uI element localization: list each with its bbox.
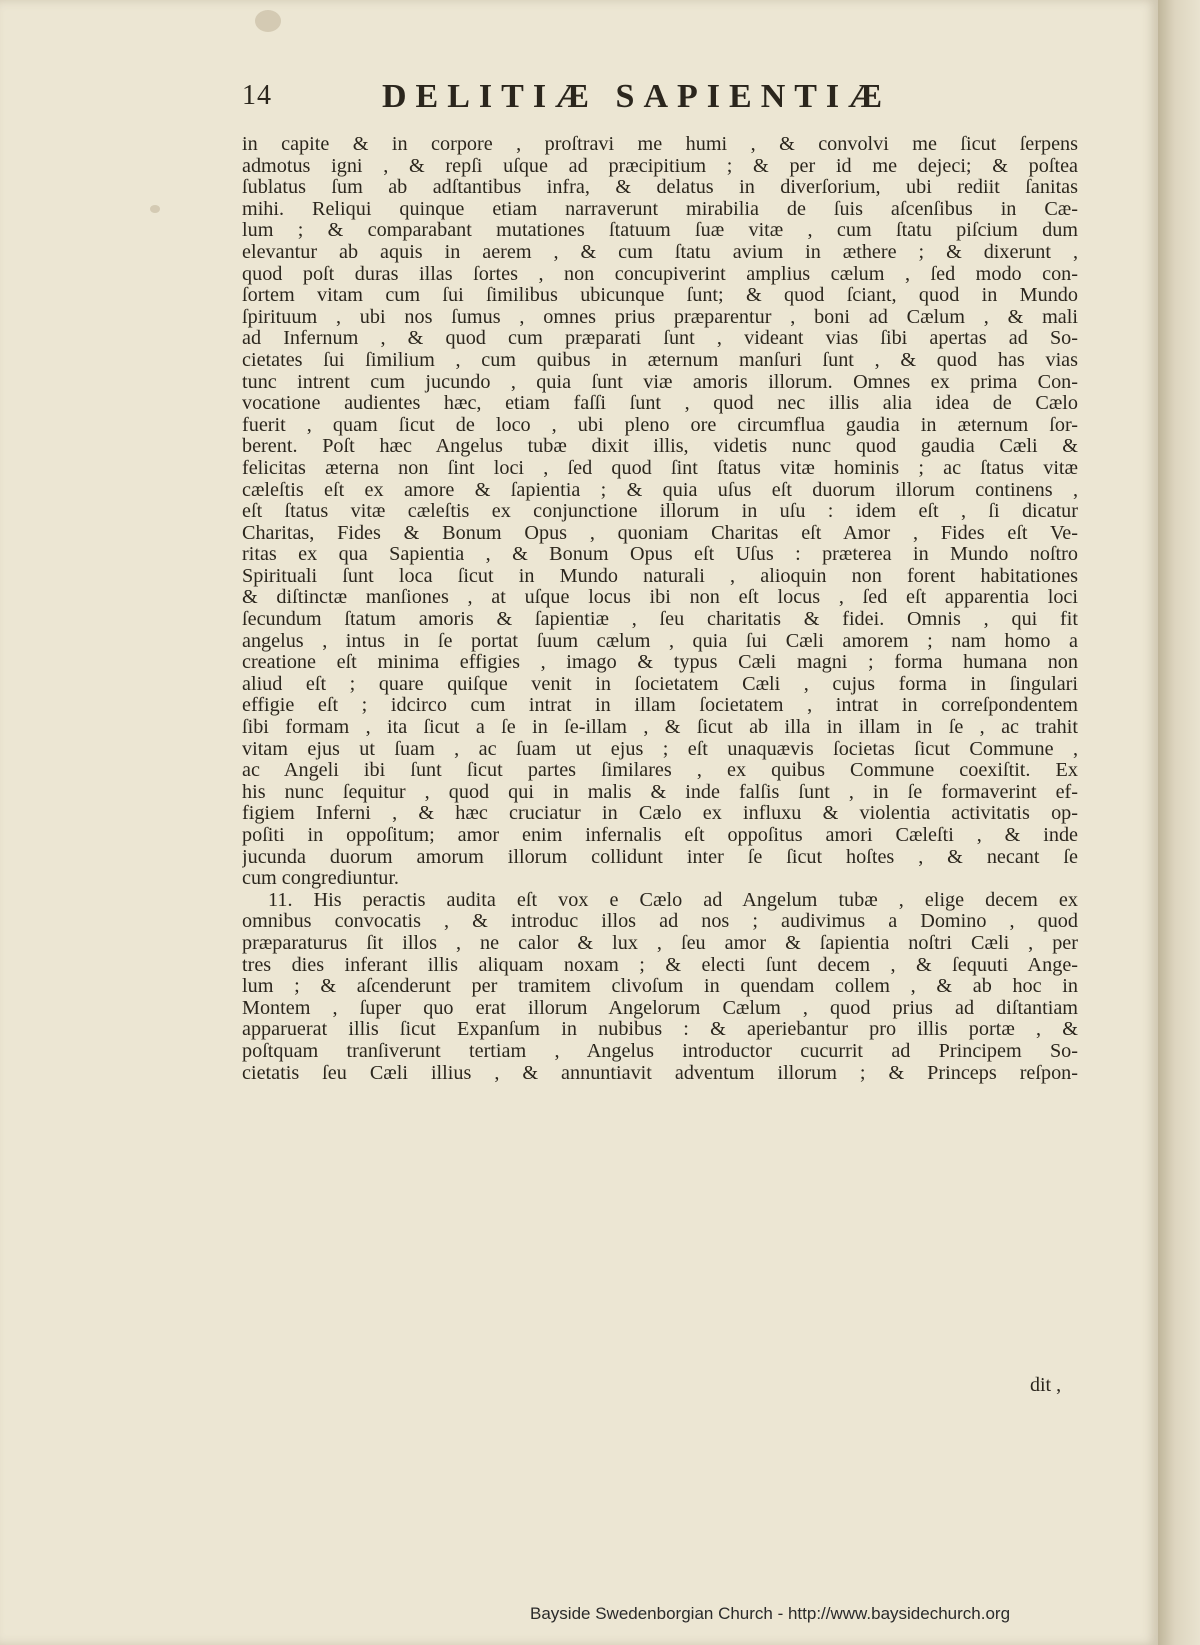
watermark: Bayside Swedenborgian Church - http://www.baysidechurch.org xyxy=(530,1604,1011,1623)
text-line: in capite & in corpore , proſtravi me humi , & convolvi me ſicut ſerpens xyxy=(242,134,1078,155)
text-line: Charitas, Fides & Bonum Opus , quoniam Charitas eſt Amor , Fides eſt Ve- xyxy=(242,522,1078,544)
text-line: felicitas æterna non ſint loci , ſed quod ſint ſtatus vitæ hominis ; ac ſtatus vitæ xyxy=(242,457,1078,479)
text-line: fuerit , quam ſicut de loco , ubi pleno ore circumflua gaudia in æternum ſor- xyxy=(242,414,1078,436)
text-line: cæleſtis eſt ex amore & ſapientia ; & quia uſus eſt duorum illorum continens , xyxy=(242,479,1078,501)
text-line: & diſtinctæ manſiones , at uſque locus ibi non eſt locus , ſed eſt apparentia loci xyxy=(242,587,1078,609)
page-header xyxy=(242,78,1072,118)
text-line: Spirituali ſunt loca ſicut in Mundo naturali , alioquin non forent habitationes xyxy=(242,565,1078,587)
text-line: jucunda duorum amorum illorum collidunt inter ſe ſicut hoſtes , & necant ſe xyxy=(242,846,1078,868)
text-line: creatione eſt minima effigies , imago & typus Cæli magni ; forma humana non xyxy=(242,652,1078,674)
text-line: ſortem vitam cum ſui ſimilibus ubicunque ſunt; & quod ſciant, quod in Mundo xyxy=(242,285,1078,307)
text-line: lum ; & comparabant mutationes ſtatuum ſuæ vitæ , cum ſtatu piſcium dum xyxy=(242,220,1078,242)
text-line: quod poſt duras illas ſortes , non concupiverint amplius cælum , ſed modo con- xyxy=(242,263,1078,285)
text-line: cum congrediuntur. xyxy=(242,868,399,890)
page-number: 14 xyxy=(242,80,272,111)
text-line: Montem , ſuper quo erat illorum Angelorum Cælum , quod prius ad diſtantiam xyxy=(242,997,1078,1019)
running-title: DELITIÆ SAPIENTIÆ xyxy=(382,78,892,115)
text-line: tunc intrent cum jucundo , quia ſunt viæ amoris illorum. Omnes ex prima Con- xyxy=(242,371,1078,393)
catchword: dit , xyxy=(1030,1374,1062,1396)
text-line: præparaturus ſit illos , ne calor & lux , ſeu amor & ſapientia noſtri Cæli , per xyxy=(242,932,1078,954)
text-line: 11. His peractis audita eſt vox e Cælo ad Angelum tubæ , elige decem ex xyxy=(268,889,1078,911)
text-line: vocatione audientes hæc, etiam faſſi ſunt , quod nec illis alia idea de Cælo xyxy=(242,393,1078,415)
text-line: admotus igni , & repſi uſque ad præcipitium ; & per id me dejeci; & poſtea xyxy=(242,155,1078,177)
text-line: figiem Inferni , & hæc cruciatur in Cælo ex influxu & violentia activitatis op- xyxy=(242,803,1078,825)
text-line: his nunc ſequitur , quod qui in malis & inde falſis ſunt , in ſe formaverint ef- xyxy=(242,781,1078,803)
text-line: berent. Poſt hæc Angelus tubæ dixit illis, videtis nunc quod gaudia Cæli & xyxy=(242,436,1078,458)
page-edge xyxy=(1158,0,1200,1645)
text-line: omnibus convocatis , & introduc illos ad nos ; audivimus a Domino , quod xyxy=(242,911,1078,933)
text-line: mihi. Reliqui quinque etiam narraverunt mirabilia de ſuis aſcenſibus in Cæ- xyxy=(242,198,1078,220)
text-line: effigie eſt ; idcirco cum intrat in illam ſocietatem , intrat in correſpondentem xyxy=(242,695,1078,717)
text-line: eſt ſtatus vitæ cæleſtis ex conjunctione illorum in uſu : idem eſt , ſi dicatur xyxy=(242,501,1078,523)
text-line: ſublatus ſum ab adſtantibus infra, & delatus in diverſorium, ubi rediit ſanitas xyxy=(242,177,1078,199)
text-line: tres dies inferant illis aliquam noxam ; & electi ſunt decem , & ſequuti Ange- xyxy=(242,954,1078,976)
text-line: poſiti in oppoſitum; amor enim infernalis eſt oppoſitus amori Cæleſti , & inde xyxy=(242,825,1078,846)
text-line: vitam ejus ut ſuam , ac ſuam ut ejus ; eſt unaquævis ſocietas ſicut Commune , xyxy=(242,738,1078,760)
paper-stain xyxy=(255,10,281,32)
text-line: elevantur ab aquis in aerem , & cum ſtatu avium in æthere ; & dixerunt , xyxy=(242,241,1078,263)
text-line: ad Infernum , & quod cum præparati ſunt , videant vias ſibi apertas ad So- xyxy=(242,328,1078,350)
paper-stain xyxy=(150,205,160,213)
text-line: cietatis ſeu Cæli illius , & annuntiavit adventum illorum ; & Princeps reſpon- xyxy=(242,1062,1078,1084)
text-line: ſpirituum , ubi nos ſumus , omnes prius præparentur , boni ad Cælum , & mali xyxy=(242,306,1078,328)
text-line: ſibi formam , ita ſicut a ſe in ſe-illam , & ſicut ab illa in illam in ſe , ac trahit xyxy=(242,717,1078,739)
text-line: angelus , intus in ſe portat ſuum cælum , quia ſui Cæli amorem ; nam homo a xyxy=(242,630,1078,652)
text-line: ritas ex qua Sapientia , & Bonum Opus eſt Uſus : præterea in Mundo noſtro xyxy=(242,544,1078,566)
text-line: poſtquam tranſiverunt tertiam , Angelus introductor cucurrit ad Principem So- xyxy=(242,1040,1078,1062)
body-text xyxy=(242,134,1078,1084)
text-line: ſecundum ſtatum amoris & ſapientiæ , ſeu charitatis & fidei. Omnis , qui fit xyxy=(242,609,1078,631)
text-line: ac Angeli ibi ſunt ſicut partes ſimilares , ex quibus Commune coexiſtit. Ex xyxy=(242,760,1078,782)
text-line: lum ; & aſcenderunt per tramitem clivoſum in quendam collem , & ab hoc in xyxy=(242,976,1078,998)
text-line: apparuerat illis ſicut Expanſum in nubibus : & aperiebantur pro illis portæ , & xyxy=(242,1019,1078,1041)
text-line: cietates ſui ſimilium , cum quibus in æternum manſuri ſunt , & quod has vias xyxy=(242,349,1078,371)
text-line: aliud eſt ; quare quiſque venit in ſocietatem Cæli , cujus forma in ſingulari xyxy=(242,673,1078,695)
